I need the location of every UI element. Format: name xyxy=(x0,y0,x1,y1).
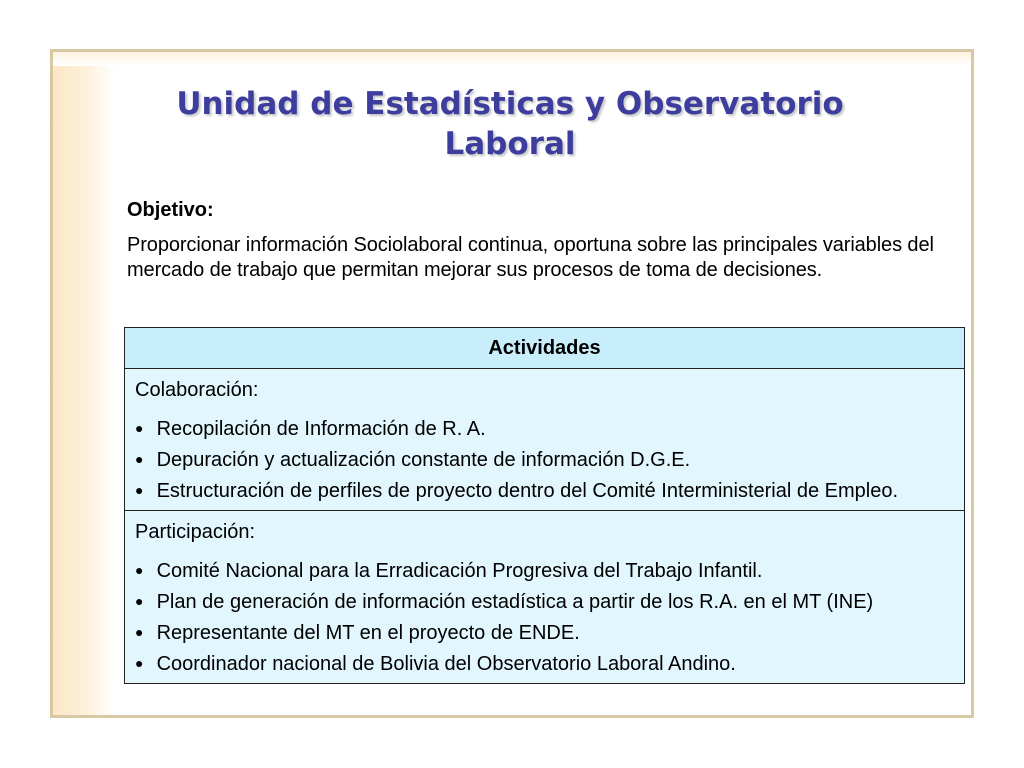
bullet-dot-icon: ● xyxy=(135,451,144,467)
list-item-text: Comité Nacional para la Erradicación Progresiva del Trabajo Infantil. xyxy=(156,560,763,582)
list-item-text: Depuración y actualización constante de información D.G.E. xyxy=(156,449,691,471)
list-item xyxy=(135,413,954,444)
bullet-dot-icon: ● xyxy=(135,482,144,498)
objective-text: Proporcionar información Sociolaboral continua, oportuna sobre las principales variables del mercado de trabajo que permitan mejorar sus procesos de toma de decisiones. xyxy=(127,234,934,281)
table-header-row xyxy=(125,328,965,369)
list-item xyxy=(135,475,954,506)
bullet-dot-icon: ● xyxy=(135,593,144,609)
bullet-dot-icon: ● xyxy=(135,655,144,671)
title-line-2: Laboral xyxy=(444,126,576,162)
section-heading: Colaboración: xyxy=(135,379,259,401)
list-item xyxy=(135,586,954,617)
bullet-list xyxy=(135,413,954,506)
list-item-text: Plan de generación de información estadística a partir de los R.A. en el MT (INE) xyxy=(156,591,874,613)
title-line-1: Unidad de Estadísticas y Observatorio xyxy=(176,86,844,122)
bullet-dot-icon: ● xyxy=(135,420,144,436)
list-item xyxy=(135,444,954,475)
table-row xyxy=(125,369,965,511)
bullet-dot-icon: ● xyxy=(135,562,144,578)
objective-label: Objetivo: xyxy=(127,199,214,221)
list-item xyxy=(135,555,954,586)
list-item xyxy=(135,648,954,679)
page-title xyxy=(130,84,890,164)
slide-side-glow xyxy=(53,52,115,715)
list-item-text: Estructuración de perfiles de proyecto dentro del Comité Interministerial de Empleo. xyxy=(156,480,899,502)
list-item-text: Coordinador nacional de Bolivia del Observatorio Laboral Andino. xyxy=(156,653,736,675)
collaboration-cell xyxy=(125,369,965,511)
section-heading: Participación: xyxy=(135,521,256,543)
participation-cell xyxy=(125,511,965,684)
slide-top-glow xyxy=(53,52,971,66)
list-item xyxy=(135,617,954,648)
activities-table xyxy=(124,327,965,684)
table-row xyxy=(125,511,965,684)
list-item-text: Representante del MT en el proyecto de ENDE. xyxy=(156,622,580,644)
bullet-dot-icon: ● xyxy=(135,624,144,640)
table-header: Actividades xyxy=(125,328,965,369)
bullet-list xyxy=(135,555,954,679)
list-item-text: Recopilación de Información de R. A. xyxy=(156,418,486,440)
